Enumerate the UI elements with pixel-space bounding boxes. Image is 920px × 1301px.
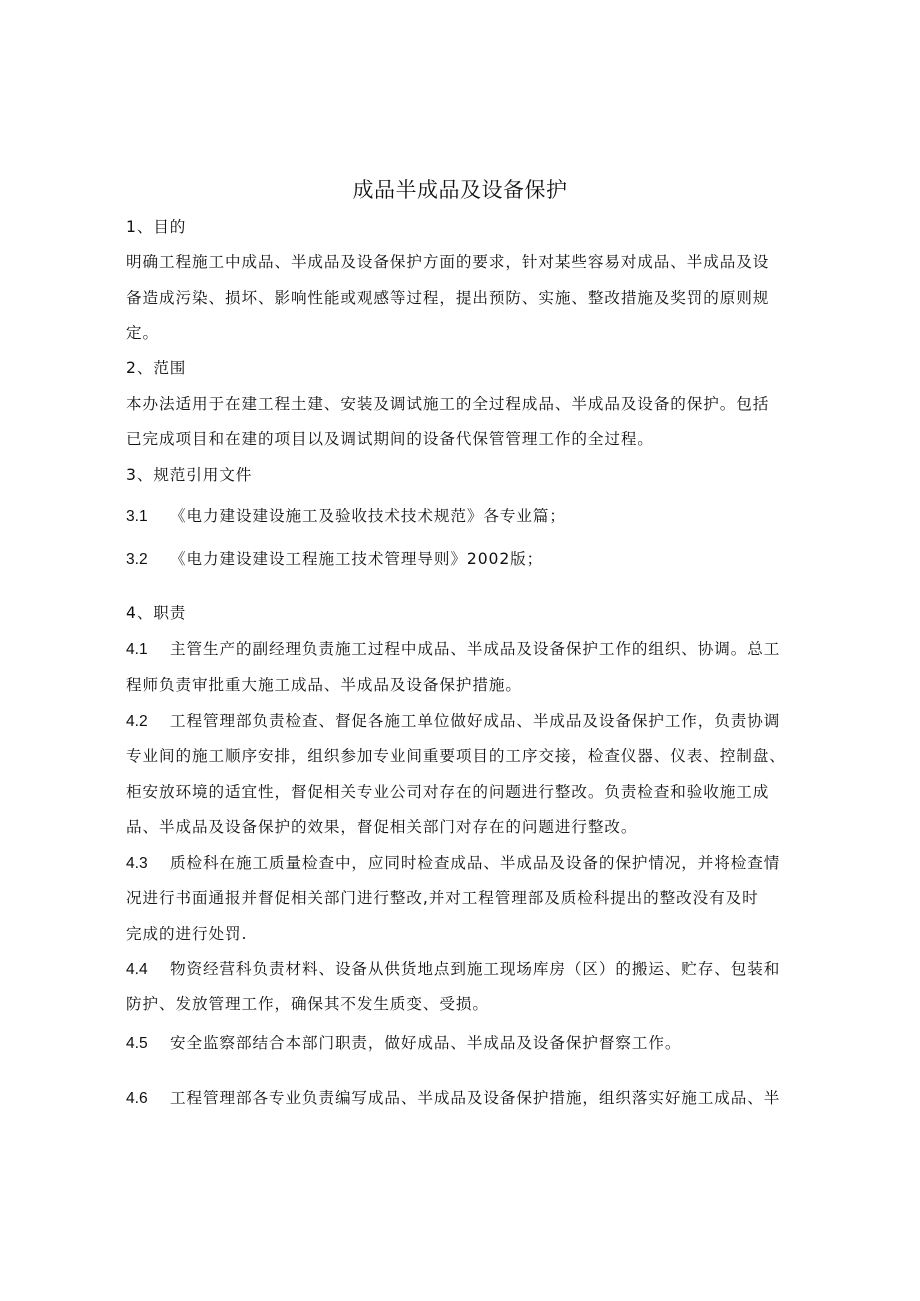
item-number: 4.5 bbox=[126, 1035, 148, 1052]
item-text: 主管生产的副经理负责施工过程中成品、半成品及设备保护工作的组织、协调。总工 bbox=[170, 640, 781, 658]
paragraph-line: 专业间的施工顺序安排，组织参加专业间重要项目的工序交接，检查仪器、仪表、控制盘、 bbox=[126, 747, 786, 765]
paragraph-line: 完成的进行处罚. bbox=[126, 925, 248, 943]
responsibility-item bbox=[126, 1032, 816, 1055]
item-number: 4.3 bbox=[126, 855, 148, 872]
item-text: 工程管理部各专业负责编写成品、半成品及设备保护措施，组织落实好施工成品、半 bbox=[170, 1089, 781, 1107]
item-number: 4.6 bbox=[126, 1090, 148, 1107]
item-text: 《电力建设建设工程施工技术管理导则》2002版； bbox=[170, 550, 544, 568]
responsibility-item bbox=[126, 958, 816, 981]
reference-item bbox=[126, 505, 816, 528]
section-heading-references: 3、规范引用文件 bbox=[126, 466, 253, 484]
item-text: 《电力建设建设施工及验收技术技术规范》各专业篇； bbox=[170, 507, 566, 525]
section-heading-scope: 2、范围 bbox=[126, 359, 187, 377]
item-number: 4.1 bbox=[126, 641, 148, 658]
responsibility-item bbox=[126, 710, 816, 733]
item-text: 工程管理部负责检查、督促各施工单位做好成品、半成品及设备保护工作，负责协调 bbox=[170, 712, 781, 730]
responsibility-item bbox=[126, 852, 816, 875]
paragraph-line: 本办法适用于在建工程土建、安装及调试施工的全过程成品、半成品及设备的保护。包括 bbox=[126, 395, 770, 413]
paragraph-line: 明确工程施工中成品、半成品及设备保护方面的要求，针对某些容易对成品、半成品及设 bbox=[126, 253, 770, 271]
paragraph-line: 定。 bbox=[126, 324, 159, 342]
paragraph-line: 品、半成品及设备保护的效果，督促相关部门对存在的问题进行整改。 bbox=[126, 818, 638, 836]
paragraph-line: 况进行书面通报并督促相关部门进行整改,并对工程管理部及质检科提出的整改没有及时 bbox=[126, 889, 759, 907]
paragraph-line: 程师负责审批重大施工成品、半成品及设备保护措施。 bbox=[126, 676, 522, 694]
paragraph-line: 备造成污染、损坏、影响性能或观感等过程，提出预防、实施、整改措施及奖罚的原则规 bbox=[126, 289, 770, 307]
item-text: 物资经营科负责材料、设备从供货地点到施工现场库房（区）的搬运、贮存、包装和 bbox=[170, 960, 781, 978]
item-text: 安全监察部结合本部门职责，做好成品、半成品及设备保护督察工作。 bbox=[170, 1034, 682, 1052]
item-text: 质检科在施工质量检查中，应同时检查成品、半成品及设备的保护情况，并将检查情 bbox=[170, 854, 781, 872]
section-heading-purpose: 1、目的 bbox=[126, 218, 187, 236]
reference-item bbox=[126, 548, 816, 571]
document-title: 成品半成品及设备保护 bbox=[352, 178, 568, 202]
paragraph-line: 柜安放环境的适宜性，督促相关专业公司对存在的问题进行整改。负责检查和验收施工成 bbox=[126, 783, 770, 801]
item-number: 4.2 bbox=[126, 713, 148, 730]
item-number: 3.1 bbox=[126, 508, 148, 525]
paragraph-line: 已完成项目和在建的项目以及调试期间的设备代保管管理工作的全过程。 bbox=[126, 430, 654, 448]
responsibility-item bbox=[126, 638, 816, 661]
section-heading-responsibilities: 4、职责 bbox=[126, 604, 187, 622]
paragraph-line: 防护、发放管理工作，确保其不发生质变、受损。 bbox=[126, 995, 489, 1013]
item-number: 4.4 bbox=[126, 961, 148, 978]
responsibility-item bbox=[126, 1087, 816, 1110]
item-number: 3.2 bbox=[126, 551, 148, 568]
